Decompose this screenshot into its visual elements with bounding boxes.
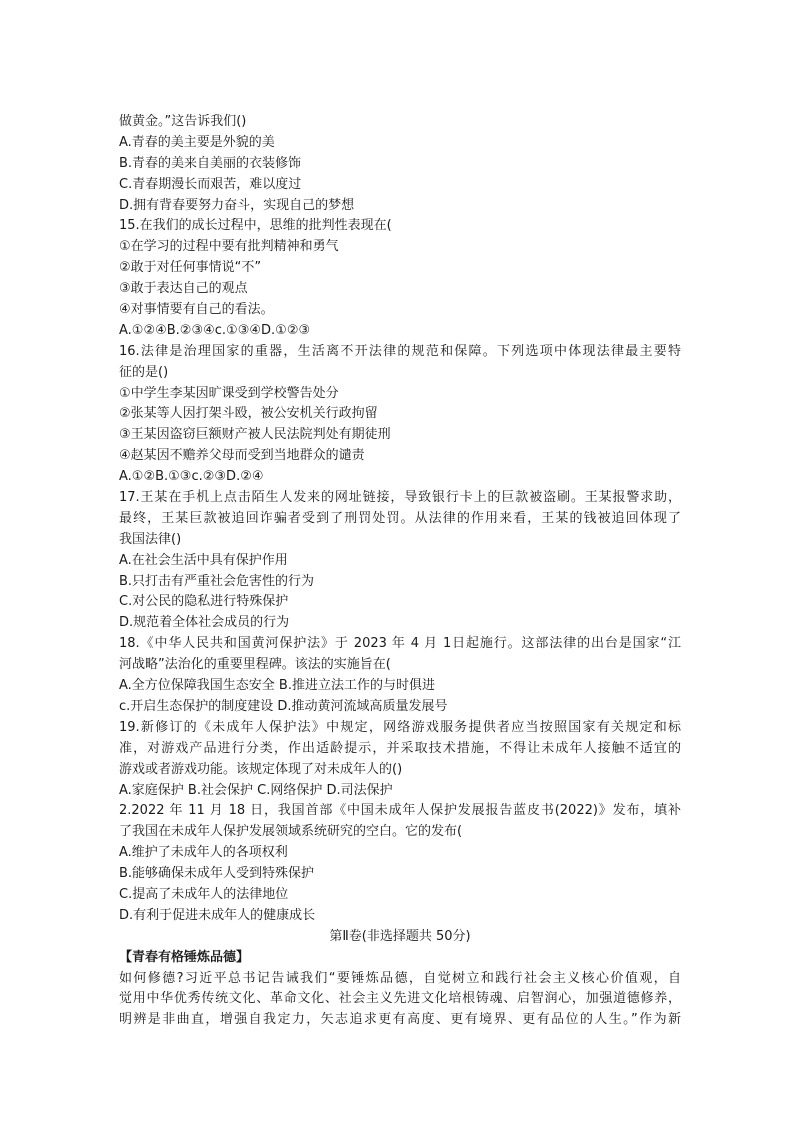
- q16-item-4: ④赵某因不赡养父母而受到当地群众的谴责: [119, 448, 365, 464]
- q15-item-4: ④对事情要有自己的看法。: [119, 302, 274, 318]
- q17-option-c: C.对公民的隐私进行特殊保护: [119, 594, 289, 610]
- q16-item-2: ②张某等人因打架斗殴，被公安机关行政拘留: [119, 406, 378, 422]
- question-20-cont: 了我国在未成年人保护发展领域系统研究的空白。它的发布(: [119, 824, 463, 840]
- q15-options: A.①②④B.②③④c.①③④D.①②③: [119, 322, 311, 338]
- q15-item-2: ②敢于对任何事情说“不”: [119, 260, 262, 276]
- q14-option-c: C.青春期漫长而艰苦，难以度过: [119, 176, 302, 192]
- q20-option-b: B.能够确保未成年人受到特殊保护: [119, 866, 315, 882]
- question-16-cont: 征的是(): [119, 364, 169, 380]
- q18-options-cd: c.开启生态保护的制度建设 D.推动黄河流域高质量发展号: [119, 698, 448, 714]
- q15-item-3: ③敢于表达自己的观点: [119, 281, 248, 297]
- question-17-cont: 最终，王某巨款被追回诈骗者受到了刑罚处罚。从法律的作用来看，王某的钱被追回体现了: [119, 510, 681, 526]
- q16-item-1: ①中学生李某因旷课受到学校警告处分: [119, 385, 339, 401]
- q17-option-a: A.在社会生活中具有保护作用: [119, 552, 288, 568]
- q20-option-c: C.提高了未成年人的法律地位: [119, 886, 289, 902]
- q16-options: A.①②B.①③c.②③D.②④: [119, 469, 264, 485]
- question-19: 19.新修订的《未成年人保护法》中规定，网络游戏服务提供者应当按照国家有关规定和标: [119, 719, 681, 735]
- q15-item-1: ①在学习的过程中要有批判精神和勇气: [119, 239, 339, 255]
- question-19-cont: 游戏或者游戏功能。该规定体现了对未成年人的(): [119, 761, 403, 777]
- q18-options-ab: A.全方位保障我国生态安全 B.推进立法工作的与时俱进: [119, 678, 435, 694]
- text-line: 做黄金。”这告诉我们(): [119, 114, 247, 129]
- passage-line: 觉用中华优秀传统文化、革命文化、社会主义先进文化培根铸魂、启智润心，加强道德修养，: [119, 991, 681, 1007]
- q20-option-a: A.维护了未成年人的各项权利: [119, 845, 288, 861]
- passage-line: 明辨是非曲直，增强自我定力，矢志追求更有高度、更有境界、更有品位的人生。”作为新: [119, 1012, 681, 1028]
- q19-options: A.家庭保护 B.社会保护 C.网络保护 D.司法保护: [119, 782, 393, 798]
- q17-option-d: D.规范着全体社会成员的行为: [119, 615, 290, 631]
- question-16: 16.法律是治理国家的重器，生活离不开法律的规范和保障。下列选项中体现法律最主要特: [119, 343, 681, 359]
- topic-heading: 【青春有格锤炼品德】: [119, 949, 250, 965]
- q14-option-d: D.拥有背春要努力奋斗，实现自己的梦想: [119, 197, 355, 213]
- question-18-cont: 河战略”法治化的重要里程碑。该法的实施旨在(: [119, 657, 391, 673]
- q16-item-3: ③王某因盗窃巨额财产被人民法院判处有期徒刑: [119, 427, 391, 443]
- question-17: 17.王某在手机上点击陌生人发来的网址链接，导致银行卡上的巨款被盗刷。王某报警求助，: [119, 490, 681, 506]
- question-19-cont: 准，对游戏产品进行分类，作出适龄提示，并采取技术措施，不得让未成年人接触不适宜的: [119, 740, 681, 756]
- q17-option-b: B.只打击有严重社会危害性的行为: [119, 573, 315, 589]
- section-heading: 第Ⅱ卷(非选择题共 50分): [329, 928, 471, 944]
- question-18: 18.《中华人民共和国黄河保护法》于 2023 年 4 月 1日起施行。这部法律的出台是国家“江: [119, 636, 681, 652]
- question-20: 2.2022 年 11 月 18 日，我国首部《中国未成年人保护发展报告蓝皮书(2022)》发布，填补: [119, 803, 681, 819]
- question-17-cont: 我国法律(): [119, 531, 182, 547]
- passage-line: 如何修德?习近平总书记告诫我们“要锤炼品德，自觉树立和践行社会主义核心价值观，自: [119, 970, 681, 986]
- question-15: 15.在我们的成长过程中，思维的批判性表现在(: [119, 218, 392, 234]
- document-page: [119, 112, 681, 1031]
- q20-option-d: D.有利于促进未成年人的健康成长: [119, 907, 316, 923]
- q14-option-b: B.青春的美来自美丽的衣装修饰: [119, 155, 302, 171]
- q14-option-a: A.青春的美主要是外貌的美: [119, 134, 275, 150]
